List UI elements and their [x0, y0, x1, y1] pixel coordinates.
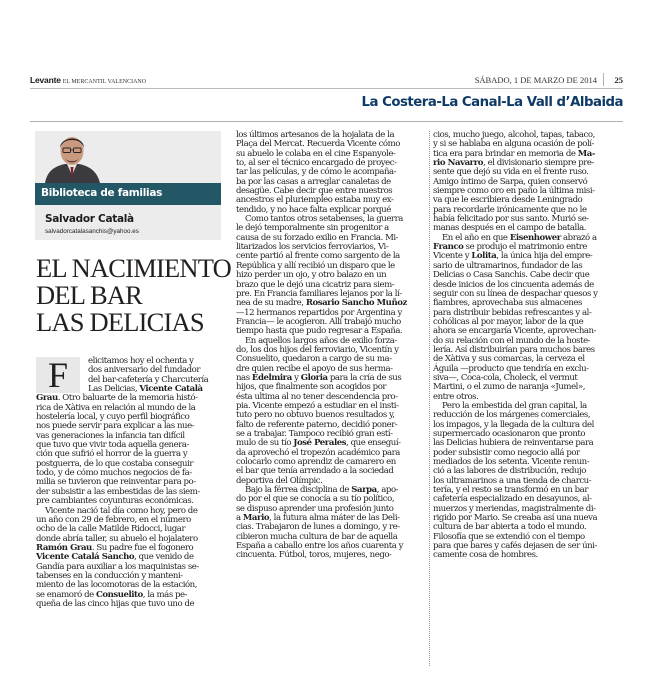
text-run: se enamoró de — [36, 589, 96, 600]
text-line: hostelería local, y cuyo perfil biográfico — [36, 412, 190, 423]
text-line: las Delicias hubiera de reinventarse para — [433, 438, 594, 449]
text-line: ésta ultima al no tener descendencia pro- — [236, 391, 398, 402]
text-line: tería, y el resto se transformó en un bar — [433, 485, 588, 496]
text-line: siva—, Coca-cola, Choleck, el vermut — [433, 372, 578, 383]
person-name: Gloria — [300, 372, 328, 383]
text-run: nea de su madre, — [236, 298, 306, 309]
text-line: ocho de la calle Matilde Ridocci, lugar — [36, 524, 186, 535]
person-name: Ramón Grau — [36, 542, 92, 553]
text-run: , la más pe- — [142, 589, 188, 600]
author-box — [35, 131, 221, 240]
person-name: José Perales — [293, 438, 347, 449]
text-line: pia. Vicente empezó a estudiar en el insti- — [236, 400, 399, 411]
text-line: ancestros el pluriempleo estaba muy ex- — [236, 195, 394, 206]
person-name: Consuelito — [95, 589, 143, 600]
newspaper-logo — [30, 75, 146, 85]
person-name: Sarpa — [351, 485, 377, 496]
text-line: En aquellos largos años de exilio forza- — [245, 335, 397, 346]
text-line: mediados de los setenta. Vicente renun- — [433, 457, 590, 468]
brand-subtitle: EL MERCANTIL VALENCIANO — [62, 79, 147, 85]
drop-cap: F — [47, 355, 69, 395]
text-line: dos aniversario del fundador — [88, 365, 201, 376]
text-line: hizo perder un ojo, y otro balazo en un — [236, 270, 387, 281]
text-line: Consuelito, quedaron a cargo de su ma- — [236, 354, 392, 365]
person-name: Edelmira — [251, 372, 292, 383]
text-line: —12 hermanos repartidos por Argentina y — [236, 307, 402, 318]
text-line: lería. Así distribuirían para muchos bares — [433, 344, 595, 355]
text-run: tica era para brindar en memoria de — [433, 148, 578, 159]
author-name: Salvador Català — [45, 213, 134, 225]
article-column-3 — [433, 131, 623, 561]
text-line: Delicias o Casa Sanchis. Cabe decir que — [433, 270, 590, 281]
text-line: de Xàtiva y sus comarcas, la cerveza el — [433, 354, 585, 365]
text-line: le dejó temporalmente sin progenitor a — [236, 223, 389, 234]
person-name: Vicente Català — [139, 384, 203, 395]
text-run: Bajo la férrea disciplina de — [245, 485, 352, 496]
text-line: reducción de los márgenes comerciales, — [433, 410, 591, 421]
text-line: los impagos, y la llegada de la cultura del — [433, 419, 594, 430]
text-run: se produjo el matrimonio entre — [463, 242, 587, 253]
text-run: a — [236, 513, 243, 524]
text-line: cias. Trabajaron de lunes a domingo, y re- — [236, 522, 400, 533]
text-line: miento de las locomotoras de la estación, — [36, 580, 198, 591]
text-line: desagüe. Cabe decir que entre nuestros — [236, 186, 393, 197]
text-line: der subsistir a las embestidas de las siem- — [36, 486, 200, 497]
headline-line: EL NACIMIENTO — [36, 253, 231, 283]
series-label: Biblioteca de familias — [41, 187, 163, 199]
text-line: seguir con su línea de despachar quesos y — [433, 288, 598, 299]
text-line: se a trabajar. Tampoco recibió gran estí- — [236, 429, 393, 439]
brand-name: Levante — [30, 75, 61, 85]
text-line: Vicente nació tal día como hoy, pero de — [45, 505, 198, 516]
text-line: supermercado ocasionaron que pronto — [433, 429, 586, 439]
text-line: desde inicios de los cincuenta además de — [433, 279, 594, 290]
text-line: sario de ultramarinos, fundador de las — [433, 260, 583, 271]
text-run: , apo- — [376, 485, 399, 496]
text-run: , el divisionario siempre pre- — [483, 158, 594, 169]
text-line: queña de las cinco hijas que tuvo uno de — [36, 598, 195, 609]
person-name: Eisenhower — [509, 232, 561, 243]
text-line: cibieron mucha cultura de bar de aquella — [236, 531, 398, 542]
series-banner — [35, 183, 221, 205]
text-run: Vicente y — [433, 251, 472, 262]
text-line: Gandía para auxiliar a los maquinistas se- — [36, 561, 199, 572]
text-run: nas — [236, 372, 252, 383]
text-line: do, los dos hijos del ferroviario, Vicentín y — [236, 344, 399, 355]
text-run: Las Delicias, — [88, 384, 140, 395]
text-line: deportiva del Olímpic. — [236, 475, 323, 486]
text-line: y si se hablaba en alguna ocasión de polí- — [433, 139, 594, 150]
article-column-1 — [36, 357, 222, 609]
text-line: Filosofía que se extendió con el tiempo — [433, 531, 585, 542]
text-run: . Otro baluarte de la memoria histó- — [57, 393, 198, 404]
text-run: , la futura alma máter de las Deli- — [269, 513, 400, 524]
text-line: siempre como oro en paño la última misi- — [433, 186, 595, 197]
text-line: tuto pero no obtuvo buenos resultados y, — [236, 410, 395, 421]
person-name: rio Navarro — [433, 158, 484, 169]
text-run: abrazó a — [560, 232, 597, 243]
text-line: tar las películas, y de cómo le acompaña- — [236, 167, 397, 178]
text-line: cincuenta. Fútbol, toros, mujeres, nego- — [236, 550, 392, 561]
text-line: Águila —producto que tendría en exclu- — [433, 363, 589, 374]
person-name: Grau — [36, 393, 58, 404]
text-line: postguerra, de lo que costaba conseguir — [36, 458, 194, 469]
text-line: los ultramarinos a una tienda de charcu- — [433, 475, 592, 486]
text-run: , que venido de — [134, 552, 194, 563]
text-line: ción que sufrió el horror de la guerra y — [36, 449, 188, 460]
text-line: cultura de bar abierta a todo el mundo. — [433, 522, 587, 533]
issue-date: SÁBADO, 1 DE MARZO DE 2014 — [474, 75, 597, 85]
text-line: todo, y de cómo muchos negocios de fa- — [36, 468, 192, 479]
text-line: nos puede servir para explicar a las nue- — [36, 421, 195, 432]
text-line: tendido, y no hace falta explicar porqué — [236, 204, 391, 215]
text-line: milia se tuvieron que reinventar para po- — [36, 477, 196, 488]
text-line: cohólicas al por mayor, labor de la que — [433, 316, 584, 327]
column-divider — [429, 131, 430, 666]
text-run: , que enseguí- — [346, 438, 401, 449]
text-line: falto de referente paterno, decidió poner- — [236, 419, 398, 430]
text-line: Francia— le acogieron. Allí trabajó mucho — [236, 316, 401, 327]
text-line: poder subsistir como negocio allá por — [433, 447, 580, 458]
article-column-2 — [236, 131, 422, 561]
text-run: mulo de su tío — [236, 438, 294, 449]
text-line: da aprovechó el tropezón académico para — [236, 447, 400, 458]
text-line: dre quien recibe el apoyo de sus herma- — [236, 363, 393, 374]
text-line: tabenses en la conducción y manteni- — [36, 570, 183, 581]
text-run: , la única hija del empre- — [496, 251, 593, 262]
section-divider — [30, 121, 623, 122]
text-line: República y allí recibió un disparo que le — [236, 260, 395, 271]
text-line: Plaça del Mercat. Recuerda Vicente cómo — [236, 139, 400, 150]
text-line: Amigo íntimo de Sarpa, quien conservó — [433, 176, 588, 187]
text-line: España a caballo entre los años cuarenta y — [236, 541, 403, 552]
text-line: tiempo hasta que pudo regresar a España. — [236, 326, 403, 337]
text-line: un año con 29 de febrero, en el número — [36, 514, 191, 525]
author-portrait-icon — [43, 131, 101, 183]
text-line: cafetería especializado en desayunos, al- — [433, 494, 592, 505]
article-headline — [36, 253, 231, 337]
text-line: to, al ser el técnico encargado de proyec- — [236, 158, 397, 169]
text-line: elicitamos hoy el ochenta y — [88, 356, 194, 366]
text-line: do por el que se conocía a su tío político, — [236, 494, 395, 505]
section-title: La Costera-La Canal-La Vall d’Albaida — [361, 95, 623, 110]
text-line: camente cosa de hombres. — [433, 550, 538, 561]
text-line: ahora se encargaría Vicente, aprovechan- — [433, 326, 597, 337]
text-line: Como tantos otros setabenses, la guerra — [245, 214, 403, 225]
text-line: del bar-cafetería y Charcutería — [88, 374, 209, 385]
text-line: hijos, que finalmente son acogidos por — [236, 382, 387, 393]
text-line: para que bares y cafés dejasen de ser úni- — [433, 541, 597, 552]
text-line: pre cambiantes coyunturas económicas. — [36, 496, 194, 507]
text-line: Pero la embestida del gran capital, la — [442, 400, 587, 411]
text-line: manas después en el campo de batalla. — [433, 223, 587, 234]
headline-line: DEL BAR — [36, 280, 143, 310]
person-name: Franco — [433, 242, 464, 253]
text-line: pre. En Francia familiares lejanos por la lí- — [236, 288, 402, 299]
text-line: Martini, o el zumo de naranja «Jumel», — [433, 382, 586, 393]
text-line: muerzos y meriendas, magistralmente di- — [433, 503, 596, 514]
person-name: Lolita — [471, 251, 497, 262]
text-line: va que le escribiera desde Leningrado — [433, 195, 583, 206]
text-run: . Su padre fue el fogonero — [91, 542, 194, 553]
author-email[interactable]: salvadorcatalasanchis@yahoo.es — [45, 228, 139, 235]
person-name: Rosario Sancho Muñoz — [305, 298, 407, 309]
person-name: Mario — [242, 513, 270, 524]
page-number: 25 — [614, 75, 623, 85]
text-line: vas generaciones la infancia tan difícil — [36, 430, 185, 441]
text-line: para recordarle irónicamente que no le — [433, 204, 587, 215]
text-line: sente que dejó su vida en el frente ruso. — [433, 167, 589, 178]
text-run: En el año en que — [442, 232, 510, 243]
person-name: Vicente Catalá Sancho — [36, 552, 135, 563]
text-line: rigido por Mario. Se creaba así una nueva — [433, 513, 598, 524]
text-line: litarizados los servicios ferroviarios, Vi- — [236, 242, 389, 253]
text-line: cios, mucho juego, alcohol, tapas, tabaco, — [433, 130, 595, 140]
person-name: Ma- — [577, 148, 595, 159]
text-line: causa de su forzado exilio en Francia. Mi- — [236, 232, 399, 243]
text-line: cente partió al frente como sargento de la — [236, 251, 400, 262]
masthead — [30, 75, 623, 89]
text-line: había felicitado por sus santo. Murió se- — [433, 214, 589, 225]
page-number-divider — [603, 73, 604, 86]
text-line: se dispuso aprender una profesión junto — [236, 503, 394, 514]
text-run: y — [291, 372, 301, 383]
text-line: do su relación con el mundo de la hoste- — [433, 335, 591, 346]
text-line: brazo que le dejó una cicatriz para siem- — [236, 279, 395, 290]
text-line: colocarlo como aprendiz de camarero en — [236, 457, 396, 468]
text-line: entre otros. — [433, 391, 479, 402]
author-photo — [43, 131, 101, 183]
text-line: el bar que tenía arrendado a la sociedad — [236, 466, 394, 477]
text-line: fiambres, aprovechaba sus almacenes — [433, 298, 582, 309]
text-run: para la cría de sus — [327, 372, 402, 383]
headline-line: LAS DELICIAS — [36, 307, 204, 337]
text-line: los últimos artesanos de la hojalata de la — [236, 130, 395, 140]
text-line: para distribuir bebidas refrescantes y al- — [433, 307, 592, 318]
text-line: su abuelo le colaba en el cine Espanyole- — [236, 148, 396, 159]
text-line: que tuvo que vivir toda aquella genera- — [36, 440, 189, 451]
text-line: donde abría taller, su abuelo el hojalatero — [36, 533, 198, 544]
text-line: rica de Xàtiva en relación al mundo de la — [36, 402, 196, 413]
text-line: ba por las casas a arreglar canaletas de — [236, 176, 391, 187]
text-line: ció a las labores de distribución, redujo — [433, 466, 586, 477]
